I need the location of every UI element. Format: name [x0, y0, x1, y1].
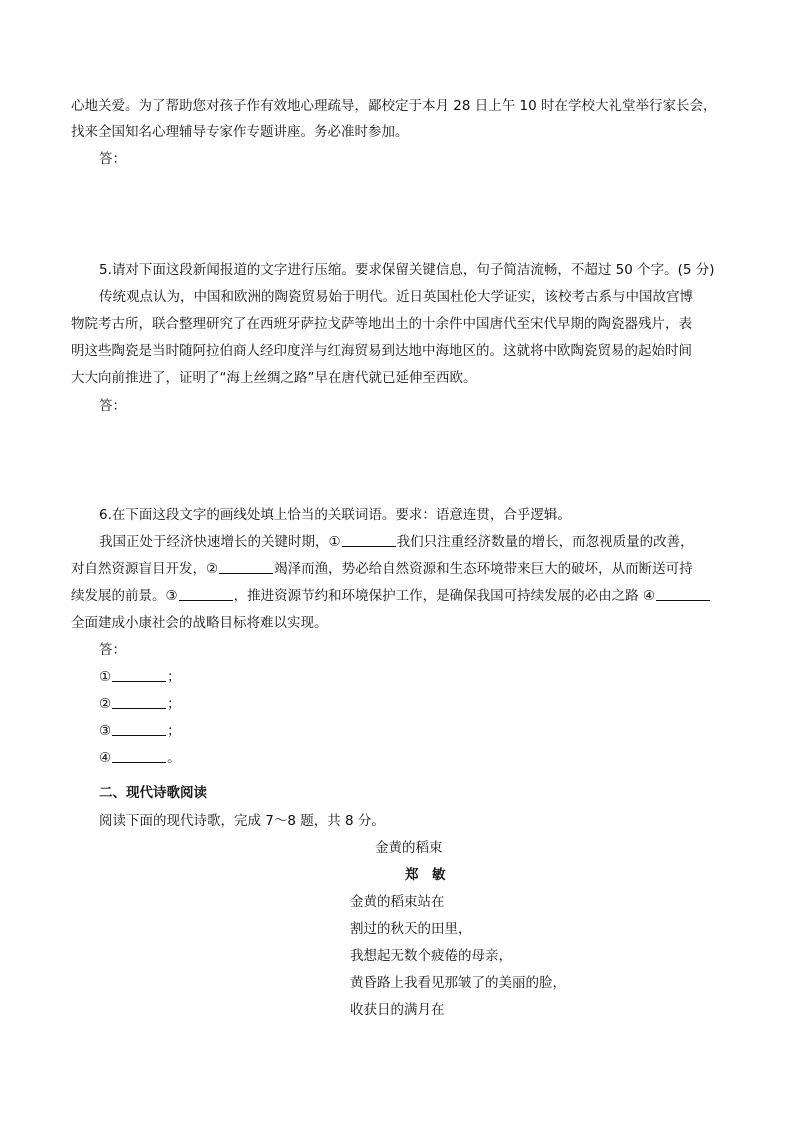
- intro-line-1: 心地关爱。为了帮助您对孩子作有效地心理疏导，鄙校定于本月 28 日上午 10 时在学校大礼堂举行家长会，: [71, 98, 717, 114]
- poem-line-4: 黄昏路上我看见那皱了的美丽的脸，: [350, 975, 566, 991]
- q5-paragraph-line-3: 明这些陶瓷是当时随阿拉伯商人经印度洋与红海贸易到达地中海地区的。这就将中欧陶瓷贸易的起始时间: [71, 343, 692, 359]
- q6-text: 竭泽而渔，势必给自然资源和生态环境带来巨大的破坏，从而断送可持: [274, 561, 693, 577]
- answer-blank-1[interactable]: [112, 667, 166, 682]
- answer-end: ；: [167, 696, 181, 712]
- poem-line-5: 收获日的满月在: [350, 1002, 445, 1018]
- answer-line-2: [99, 694, 181, 714]
- q6-title: 6.在下面这段文字的画线处填上恰当的关联词语。要求：语意连贯，合乎逻辑。: [99, 507, 571, 523]
- fill-blank-4[interactable]: [656, 586, 710, 601]
- q6-paragraph-line-4: 全面建成小康社会的战略目标将难以实现。: [71, 615, 328, 631]
- answer-number: ①: [99, 669, 112, 685]
- fill-blank-2[interactable]: [219, 559, 273, 574]
- answer-line-4: [99, 748, 181, 768]
- q5-paragraph-line-4: 大大向前推进了，证明了“海上丝绸之路”早在唐代就已延伸至西欧。: [71, 370, 477, 386]
- q6-text: 我国正处于经济快速增长的关键时期，①: [99, 534, 341, 550]
- intro-line-2: 找来全国知名心理辅导专家作专题讲座。务必准时参加。: [71, 124, 409, 140]
- answer-end: ；: [167, 669, 181, 685]
- q6-paragraph-line-1: [99, 532, 694, 552]
- answer-end: 。: [167, 750, 181, 766]
- answer-end: ；: [167, 723, 181, 739]
- q6-answer-label: 答：: [99, 642, 126, 658]
- q6-text: 我们只注重经济数量的增长，而忽视质量的改善，: [396, 534, 694, 550]
- q6-text: ，推进资源节约和环境保护工作，是确保我国可持续发展的必由之路 ④: [233, 588, 656, 604]
- answer-number: ④: [99, 750, 112, 766]
- q5-paragraph-line-1: 传统观点认为，中国和欧洲的陶瓷贸易始于明代。近日英国杜伦大学证实，该校考古系与中国故宫博: [99, 289, 693, 305]
- section-heading: 二、现代诗歌阅读: [99, 785, 207, 801]
- answer-number: ②: [99, 696, 112, 712]
- q5-title: 5.请对下面这段新闻报道的文字进行压缩。要求保留关键信息，句子简洁流畅，不超过 50 个字。(5 分): [99, 262, 715, 278]
- answer-line-1: [99, 667, 181, 687]
- poem-line-3: 我想起无数个疲倦的母亲，: [350, 948, 512, 964]
- poem-line-2: 割过的秋天的田里，: [350, 921, 472, 937]
- q6-text: 续发展的前景。③: [71, 588, 178, 604]
- fill-blank-1[interactable]: [342, 532, 396, 547]
- q6-paragraph-line-2: [71, 559, 693, 579]
- poem-line-1: 金黄的稻束站在: [350, 894, 445, 910]
- section-instruction: 阅读下面的现代诗歌，完成 7～8 题，共 8 分。: [99, 813, 385, 829]
- poem-author: 郑 敏: [405, 867, 446, 883]
- answer-number: ③: [99, 723, 112, 739]
- answer-blank-3[interactable]: [112, 721, 166, 736]
- q5-paragraph-line-2: 物院考古所，联合整理研究了在西班牙萨拉戈萨等地出土的十余件中国唐代至宋代早期的陶瓷器残片，表: [71, 316, 692, 332]
- q6-text: 对自然资源盲目开发，②: [71, 561, 219, 577]
- answer-blank-4[interactable]: [112, 748, 166, 763]
- answer-line-3: [99, 721, 181, 741]
- fill-blank-3[interactable]: [179, 586, 233, 601]
- q6-paragraph-line-3: [71, 586, 711, 606]
- q5-answer-label: 答：: [99, 398, 126, 414]
- poem-title: 金黄的稻束: [375, 840, 443, 856]
- intro-answer-label: 答：: [99, 151, 126, 167]
- answer-blank-2[interactable]: [112, 694, 166, 709]
